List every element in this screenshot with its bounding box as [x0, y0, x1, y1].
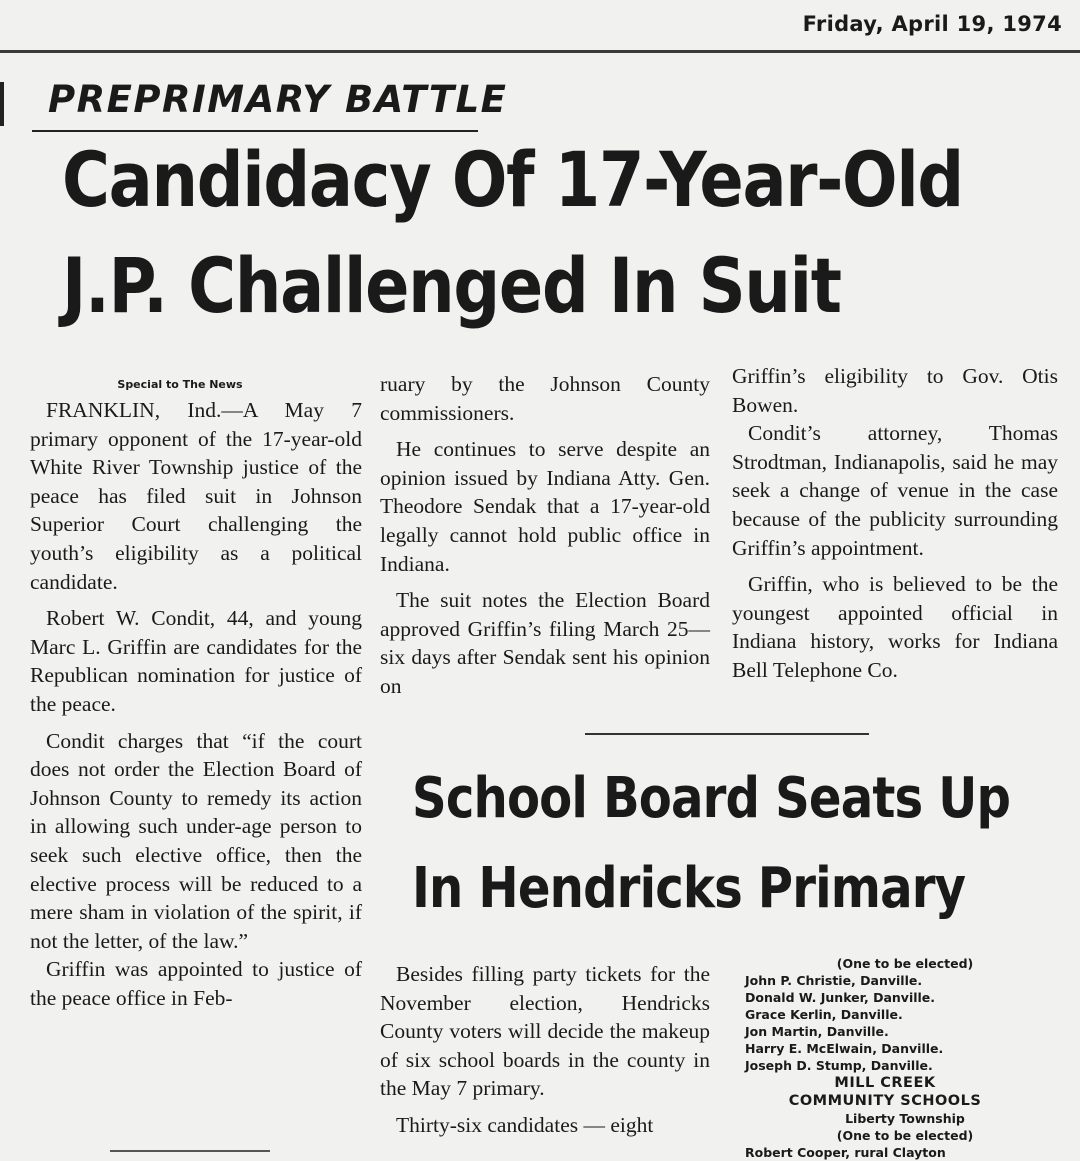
paragraph: Robert W. Condit, 44, and young Marc L. Griffin are candidates for the Republican nomination for justice of the peace. [30, 606, 362, 716]
paragraph: FRANKLIN, Ind.—A May 7 primary opponent of the 17-year-old White River Township justice of the peace has filed suit in Johnson Superior Court challenging the youth’s eligibility as a political candidate. [30, 398, 362, 594]
top-rule [0, 50, 1080, 53]
section-heading: MILL CREEK [834, 1075, 936, 1091]
township-label: Liberty Township [845, 1111, 965, 1126]
candidate-list [745, 955, 1025, 1160]
paragraph: Thirty-six candidates — eight [396, 1112, 654, 1137]
list-item: Joseph D. Stump, Danville. [745, 1058, 933, 1073]
list-item: Jon Martin, Danville. [745, 1024, 889, 1039]
paragraph: The suit notes the Election Board approved Griffin’s filing March 25—six days after Sendak sent his opinion on [380, 588, 710, 698]
paragraph: Griffin’s eligibility to Gov. Otis Bowen. [732, 364, 1058, 417]
headline-line: J.P. Challenged In Suit [62, 241, 841, 330]
list-item: John P. Christie, Danville. [745, 973, 923, 988]
section-heading: COMMUNITY SCHOOLS [788, 1093, 982, 1109]
paragraph: Condit’s attorney, Thomas Strodtman, Indianapolis, said he may seek a change of venue in the case because of the publicity surrounding Griffin’s appointment. [732, 421, 1058, 560]
paragraph: Besides filling party tickets for the November election, Hendricks County voters will decide the makeup of six school boards in the county in the May 7 primary. [380, 962, 710, 1101]
dateline: Friday, April 19, 1974 [802, 12, 1062, 36]
headline-article1 [62, 135, 963, 352]
article2-column-1 [380, 960, 710, 1140]
article1-column-3 [732, 362, 1058, 685]
paragraph: ruary by the Johnson County commissioners. [380, 372, 710, 425]
headline-line: Candidacy Of 17-Year-Old [62, 135, 963, 224]
headline-line: School Board Seats Up [412, 766, 1011, 831]
list-item: Grace Kerlin, Danville. [745, 1007, 903, 1022]
paragraph: He continues to serve despite an opinion issued by Indiana Atty. Gen. Theodore Sendak that a 17-year-old legally cannot hold public office in Indiana. [380, 437, 710, 576]
column-edge-mark [0, 82, 4, 126]
kicker: PREPRIMARY BATTLE [48, 78, 508, 121]
paragraph: Griffin, who is believed to be the youngest appointed official in Indiana history, works for Indiana Bell Telephone Co. [732, 572, 1058, 682]
kicker-rule [32, 130, 478, 132]
list-note: (One to be elected) [836, 1128, 974, 1143]
paragraph: Condit charges that “if the court does not order the Election Board of Johnson County to remedy its action in allowing such under-age person to seek such elective office, then the elective process will be reduced to a mere sham in violation of the spirit, if not the letter, of the law.” [30, 728, 362, 953]
article1-column-2 [380, 370, 710, 701]
list-item: Harry E. McElwain, Danville. [745, 1041, 944, 1056]
paragraph: Griffin was appointed to justice of the peace office in Feb- [30, 957, 362, 1010]
article-separator-rule [585, 733, 869, 735]
list-item: Donald W. Junker, Danville. [745, 990, 936, 1005]
article1-column-1 [30, 396, 362, 1012]
bottom-rule [110, 1150, 270, 1152]
list-note: (One to be elected) [836, 956, 974, 971]
list-item: Robert Cooper, rural Clayton [745, 1145, 946, 1160]
headline-article2 [412, 766, 1011, 950]
byline: Special to The News [117, 378, 243, 391]
headline-line: In Hendricks Primary [412, 856, 966, 921]
